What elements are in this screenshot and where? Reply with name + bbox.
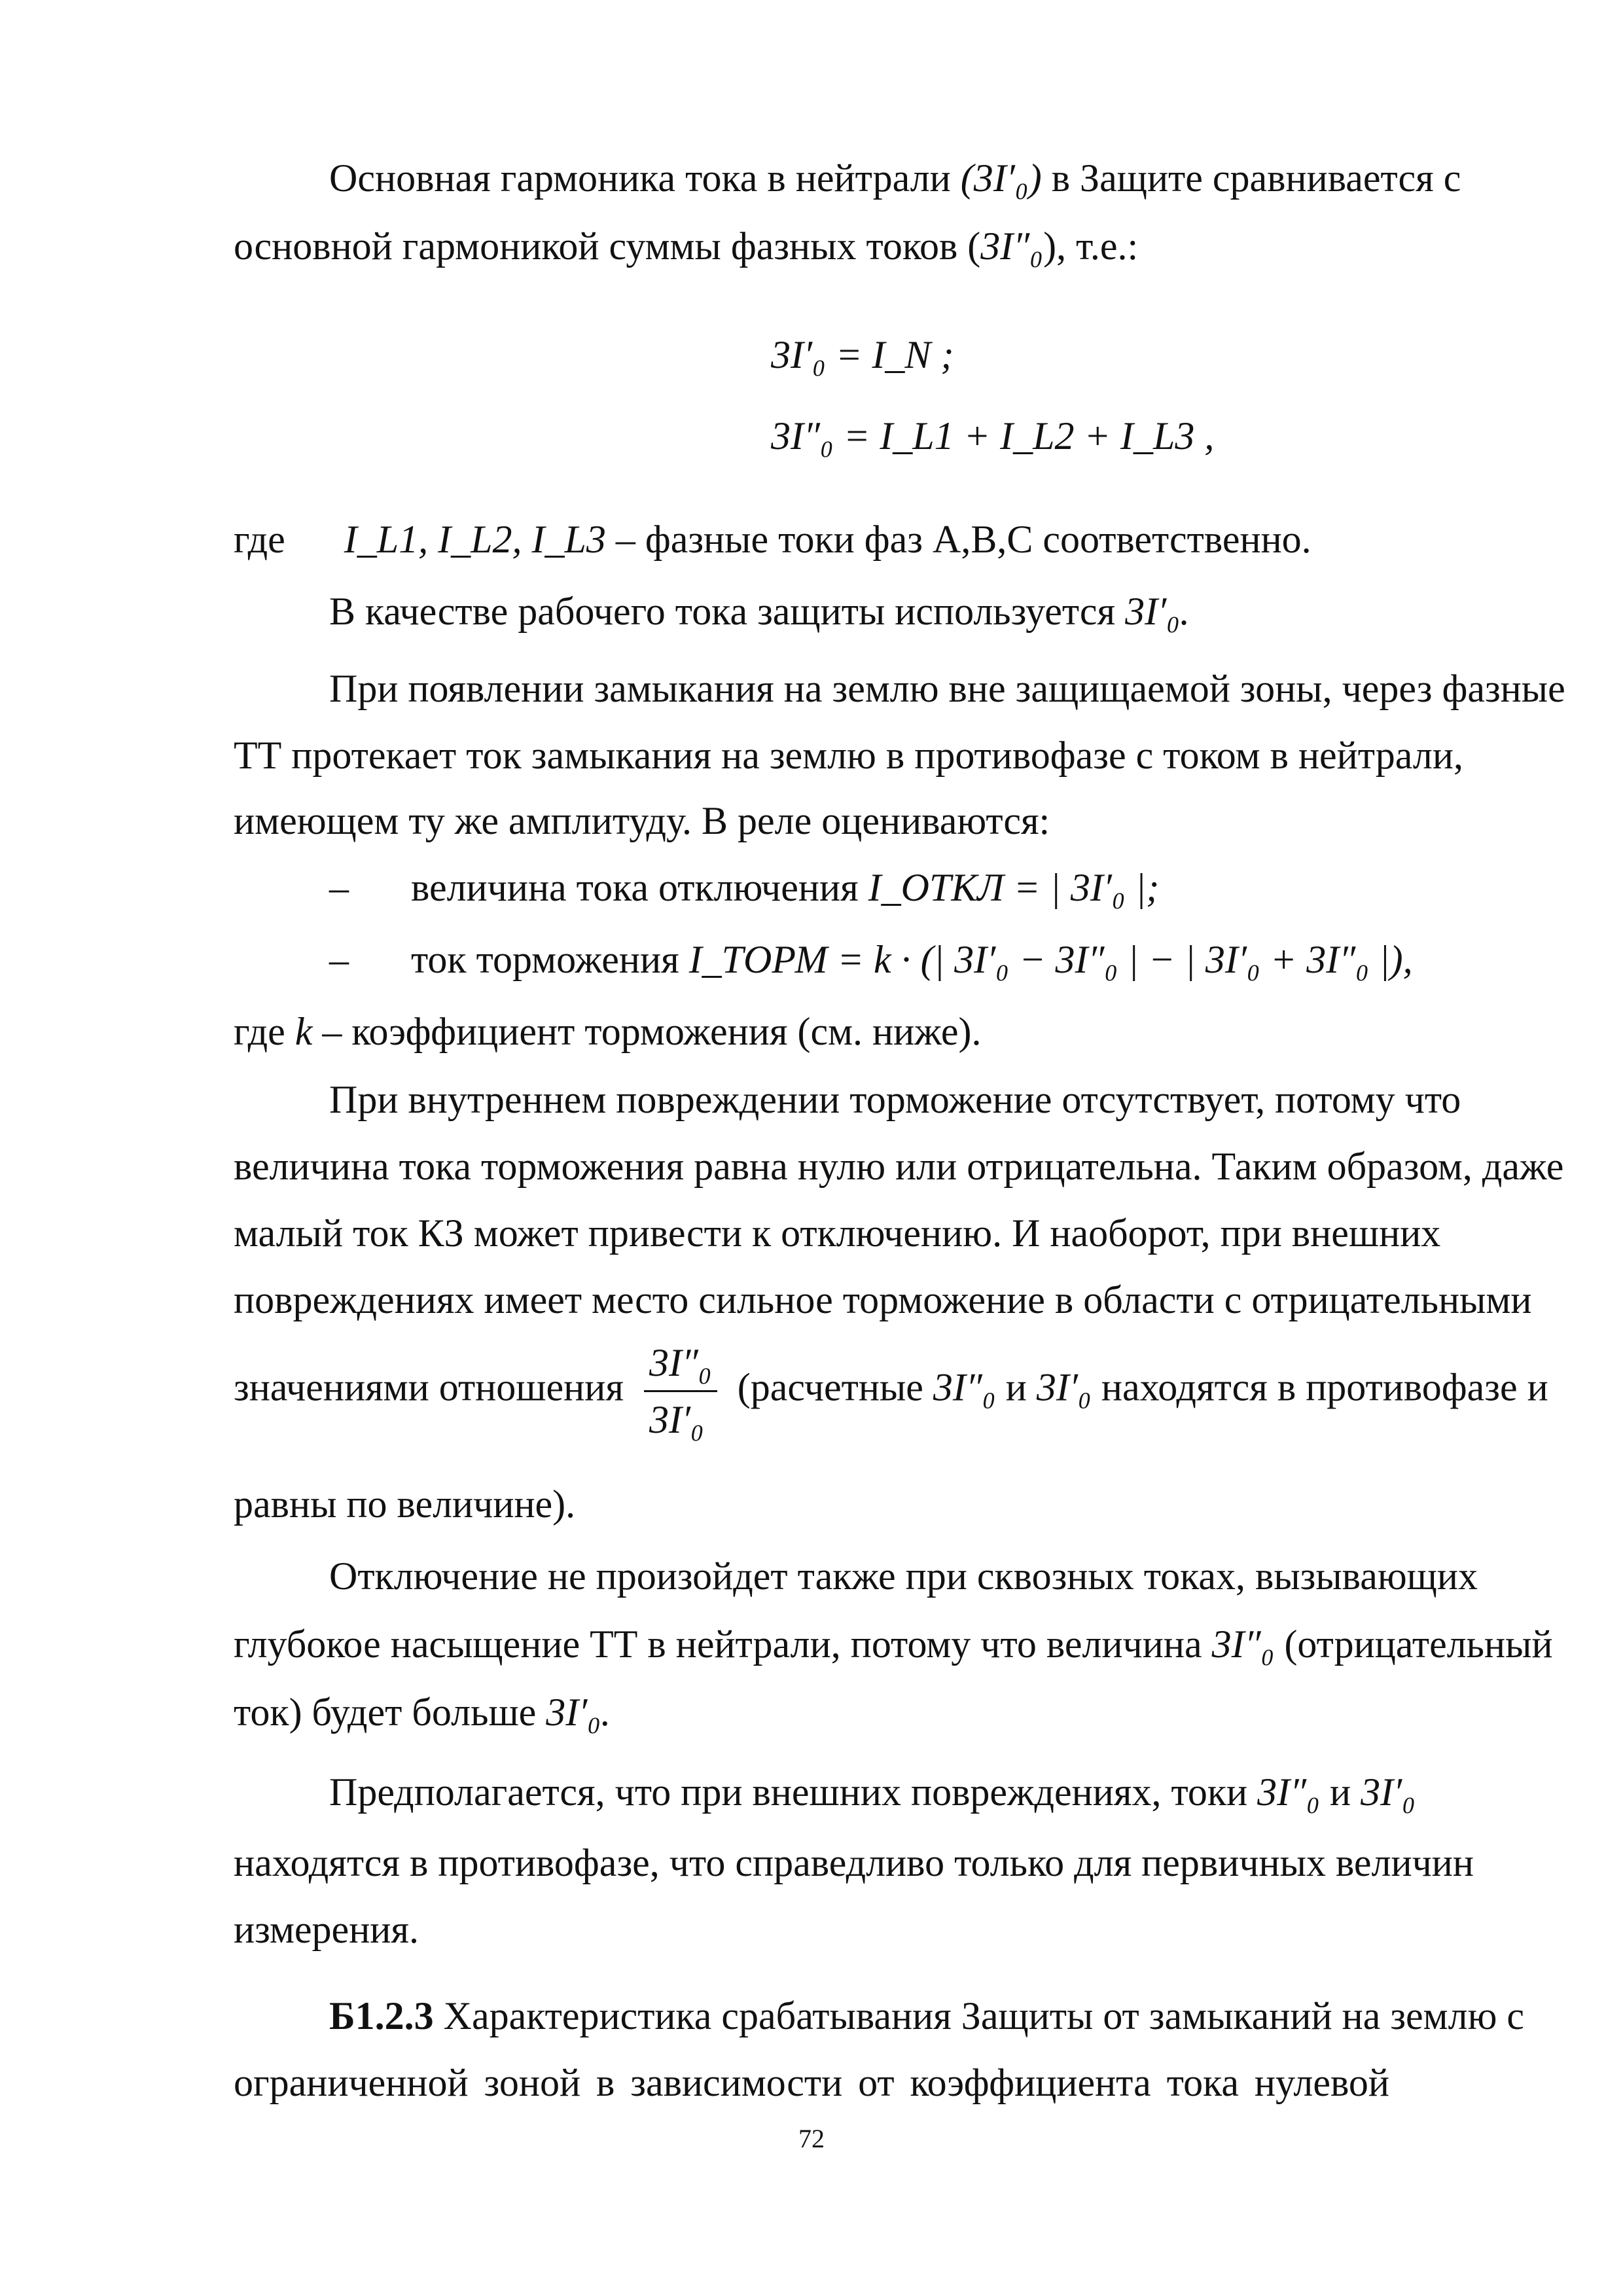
paragraph1-line1 (329, 154, 1461, 202)
where-word: где (234, 1010, 285, 1053)
fraction-denominator: 3I′₀ (649, 1398, 704, 1441)
phase-symbols: I_L1, I_L2, I_L3 (344, 518, 606, 561)
paragraph1-line2 (234, 223, 1389, 270)
text: находятся в противофазе и (1101, 1365, 1548, 1409)
text: В качестве рабочего тока защиты используется (329, 590, 1116, 633)
fraction-numerator: 3I″₀ (644, 1335, 717, 1392)
equation-1: 3I′₀ = I_N ; (771, 333, 954, 376)
section-title: Характеристика срабатывания Защиты от замыканий на землю с (443, 1994, 1525, 2037)
text: значениями отношения (234, 1365, 624, 1409)
paragraph2-line3: имеющем ту же амплитуду. В реле оцениваются: (234, 799, 1050, 842)
paragraph5-line3: измерения. (234, 1908, 419, 1951)
page-number: 72 (798, 2124, 825, 2153)
bullet-trip-current (329, 864, 1389, 911)
text: (отрицательный (1284, 1623, 1553, 1666)
bullet-braking-current (329, 936, 1413, 983)
dash-marker: – (329, 866, 349, 909)
paragraph3-line5 (234, 1335, 1548, 1447)
text: и (1330, 1770, 1351, 1814)
where-phases-line (234, 516, 1389, 563)
formula-3I0-prime: (3I′₀) (960, 156, 1042, 200)
paragraph2-line1: При появлении замыкания на землю вне защищаемой зоны, через фазные (329, 667, 1565, 710)
section-heading-line1 (329, 1992, 1525, 2039)
where-k-line (234, 1008, 1389, 1055)
text: – коэффициент торможения (см. ниже). (322, 1010, 982, 1053)
text: Предполагается, что при внешних повреждениях, токи (329, 1770, 1248, 1814)
where-word: где (234, 518, 285, 561)
paragraph5-line2: находятся в противофазе, что справедливо только для первичных величин (234, 1841, 1474, 1884)
dash-marker: – (329, 938, 349, 981)
paragraph2-line2: ТТ протекает ток замыкания на землю в противофазе с током в нейтрали, (234, 734, 1463, 777)
text: величина тока отключения (411, 866, 859, 909)
paragraph3-line3: малый ток КЗ может привести к отключению. И наоборот, при внешних (234, 1211, 1441, 1255)
section-number: Б1.2.3 (329, 1994, 434, 2037)
paragraph5-line1 (329, 1768, 1416, 1816)
text: ), т.е.: (1043, 224, 1139, 268)
formula-3I0-double-prime: 3I″₀ (980, 224, 1044, 268)
text: Основная гармоника тока в нейтрали (329, 156, 951, 200)
text: (расчетные (737, 1365, 923, 1409)
equation-2: 3I″₀ = I_L1 + I_L2 + I_L3 , (771, 414, 1215, 457)
text: ток торможения (411, 938, 679, 981)
paragraph3-line2: величина тока торможения равна нулю или отрицательна. Таким образом, даже (234, 1145, 1564, 1188)
formula-3I0-prime: 3I′₀. (546, 1691, 611, 1734)
working-current-line (329, 588, 1389, 635)
formula-braking-current: I_ТОРМ = k · (| 3I′₀ − 3I″₀ | − | 3I′₀ + 3I″₀ |), (688, 938, 1413, 981)
paragraph3-line1: При внутреннем повреждении торможение отсутствует, потому что (329, 1078, 1461, 1121)
paragraph3-line4: повреждениях имеет место сильное торможение в области с отрицательными (234, 1278, 1532, 1321)
text: ток) будет больше (234, 1691, 537, 1734)
paragraph3-line6: равны по величине). (234, 1482, 576, 1526)
text: и (1005, 1365, 1027, 1409)
formula-3I0-double-prime: 3I″₀ (1211, 1623, 1275, 1666)
text: – фазные токи фаз A,B,C соответственно. (615, 518, 1311, 561)
paragraph4-line3 (234, 1689, 1389, 1736)
k-symbol: k (294, 1010, 313, 1053)
ratio-fraction (644, 1335, 717, 1447)
text: основной гармоникой суммы фазных токов ( (234, 224, 981, 268)
section-heading-line2: ограниченной зоной в зависимости от коэффициента тока нулевой (234, 2061, 1389, 2104)
formula-3I0-double-prime: 3I″₀ (933, 1365, 996, 1409)
formula-3I0-double-prime: 3I″₀ (1257, 1770, 1320, 1814)
paragraph4-line2 (234, 1621, 1553, 1668)
formula-3I0-prime: 3I′₀ (1361, 1770, 1416, 1814)
paragraph4-line1: Отключение не произойдет также при сквозных токах, вызывающих (329, 1554, 1478, 1598)
text: глубокое насыщение ТТ в нейтрали, потому что величина (234, 1623, 1202, 1666)
formula-trip-current: I_ОТКЛ = | 3I′₀ |; (868, 866, 1160, 909)
formula-3I0-prime: 3I′₀. (1125, 590, 1190, 633)
formula-3I0-prime: 3I′₀ (1036, 1365, 1092, 1409)
text: в Защите сравнивается с (1051, 156, 1461, 200)
